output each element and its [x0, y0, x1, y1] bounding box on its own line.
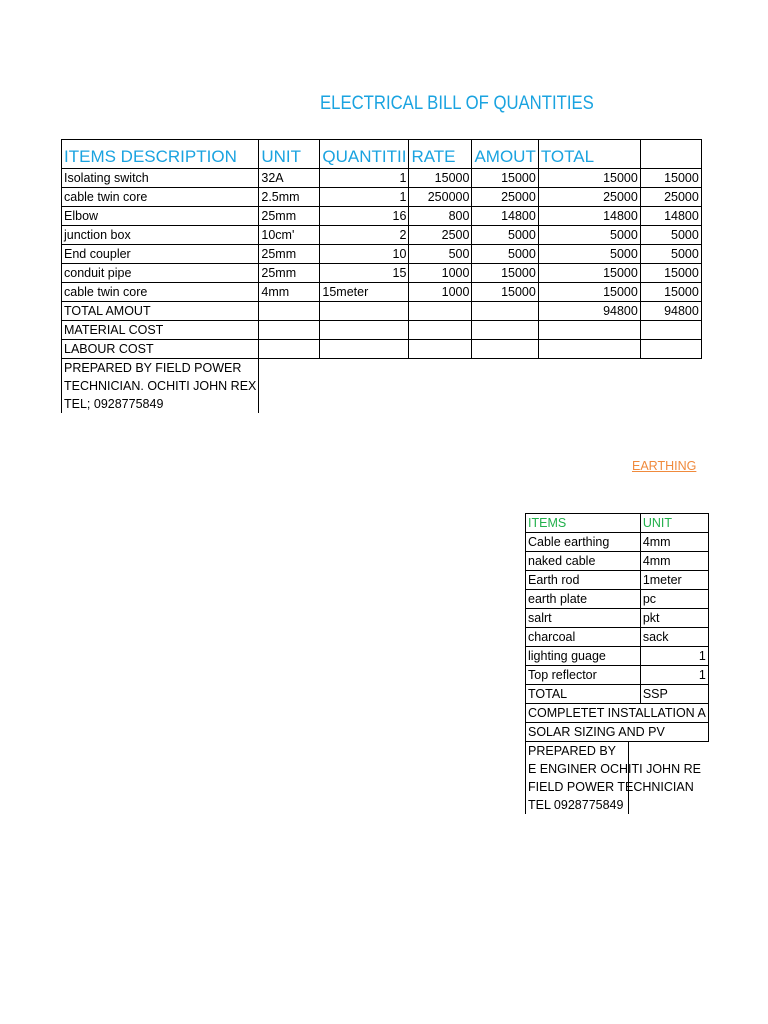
prepared-by-text: PREPARED BY — [526, 742, 709, 761]
table-cell: 5000 — [640, 245, 701, 264]
table-row — [526, 685, 709, 704]
footer-row — [526, 796, 709, 814]
table-cell: 25mm — [259, 245, 320, 264]
table-cell: 25000 — [472, 188, 538, 207]
table-cell — [259, 302, 320, 321]
table-cell — [320, 302, 409, 321]
prepared-by-text: PREPARED BY FIELD POWER — [62, 359, 259, 378]
footer-row — [62, 395, 702, 413]
table-cell: junction box — [62, 226, 259, 245]
table-cell: earth plate — [526, 590, 641, 609]
table-cell: 15000 — [472, 283, 538, 302]
table-cell — [409, 321, 472, 340]
table-cell: 15000 — [640, 169, 701, 188]
table-cell: 94800 — [538, 302, 640, 321]
prepared-by-text: E ENGINER OCHITI JOHN RE — [526, 760, 709, 778]
table-cell: Cable earthing — [526, 533, 641, 552]
table-cell: 250000 — [409, 188, 472, 207]
footer-row — [62, 359, 702, 378]
bill-of-quantities-table — [61, 139, 702, 413]
table-cell: TOTAL AMOUT — [62, 302, 259, 321]
table-cell: lighting guage — [526, 647, 641, 666]
table-cell — [472, 302, 538, 321]
column-header — [640, 140, 701, 169]
table-cell: 15 — [320, 264, 409, 283]
table-cell — [538, 340, 640, 359]
table-cell: 800 — [409, 207, 472, 226]
table-row — [526, 533, 709, 552]
table-cell: 15000 — [538, 169, 640, 188]
table-cell — [259, 321, 320, 340]
column-header: AMOUT — [472, 140, 538, 169]
prepared-by-text: TEL 0928775849 — [526, 796, 709, 814]
table-row — [62, 188, 702, 207]
table-cell: LABOUR COST — [62, 340, 259, 359]
table-cell: 1000 — [409, 264, 472, 283]
table-cell: 5000 — [538, 226, 640, 245]
footer-row — [526, 778, 709, 796]
table-cell: 1 — [640, 647, 708, 666]
table-cell: TOTAL — [526, 685, 641, 704]
table-cell: 15000 — [640, 264, 701, 283]
table-cell: 25000 — [538, 188, 640, 207]
table-cell: 5000 — [472, 226, 538, 245]
table-cell: 1 — [320, 169, 409, 188]
table-row — [62, 264, 702, 283]
table-cell: 10 — [320, 245, 409, 264]
table-row — [526, 552, 709, 571]
table-cell: 1 — [320, 188, 409, 207]
table-cell: SSP — [640, 685, 708, 704]
table-cell: conduit pipe — [62, 264, 259, 283]
table-cell: 5000 — [472, 245, 538, 264]
table-row — [526, 666, 709, 685]
table-cell: 4mm — [259, 283, 320, 302]
table-cell — [640, 321, 701, 340]
table-cell: 32A — [259, 169, 320, 188]
table-row — [526, 647, 709, 666]
table-row — [62, 302, 702, 321]
table-cell: charcoal — [526, 628, 641, 647]
table-cell — [640, 340, 701, 359]
table-cell: Top reflector — [526, 666, 641, 685]
earthing-heading: EARTHING — [632, 459, 697, 473]
table-cell — [472, 321, 538, 340]
table-cell: 15000 — [538, 283, 640, 302]
table-cell: 15000 — [472, 169, 538, 188]
column-header: TOTAL — [538, 140, 640, 169]
table-cell: MATERIAL COST — [62, 321, 259, 340]
table-cell: 10cm' — [259, 226, 320, 245]
table-cell: 15000 — [472, 264, 538, 283]
note-text: SOLAR SIZING AND PV — [526, 723, 709, 742]
table-cell: End coupler — [62, 245, 259, 264]
table-row — [62, 340, 702, 359]
table-cell: salrt — [526, 609, 641, 628]
table-cell: cable twin core — [62, 188, 259, 207]
table-row — [526, 590, 709, 609]
column-header: ITEMS — [526, 514, 641, 533]
table-cell: 15000 — [538, 264, 640, 283]
table-cell: 1 — [640, 666, 708, 685]
table-cell — [320, 340, 409, 359]
empty-cell — [259, 395, 701, 413]
table-cell: 15meter — [320, 283, 409, 302]
table-row — [526, 609, 709, 628]
note-row — [526, 723, 709, 742]
table-row — [62, 207, 702, 226]
table-cell: 16 — [320, 207, 409, 226]
header-row — [62, 140, 702, 169]
table-cell — [472, 340, 538, 359]
table-cell — [320, 321, 409, 340]
table-cell: 25000 — [640, 188, 701, 207]
table-cell: 5000 — [538, 245, 640, 264]
table-cell: 25mm — [259, 264, 320, 283]
column-header: UNIT — [640, 514, 708, 533]
header-row — [526, 514, 709, 533]
table-cell: Elbow — [62, 207, 259, 226]
table-cell: 2 — [320, 226, 409, 245]
table-cell — [538, 321, 640, 340]
table-row — [62, 321, 702, 340]
footer-row — [526, 760, 709, 778]
table-cell: 500 — [409, 245, 472, 264]
table-row — [62, 226, 702, 245]
column-header: ITEMS DESCRIPTION — [62, 140, 259, 169]
table-cell: 15000 — [409, 169, 472, 188]
table-cell: 25mm — [259, 207, 320, 226]
table-cell: 14800 — [640, 207, 701, 226]
table-cell: 14800 — [538, 207, 640, 226]
table-cell — [259, 340, 320, 359]
prepared-by-text: TECHNICIAN. OCHITI JOHN REX — [62, 377, 259, 395]
table-cell: Earth rod — [526, 571, 641, 590]
table-cell: 14800 — [472, 207, 538, 226]
table-cell: 2500 — [409, 226, 472, 245]
table-cell: Isolating switch — [62, 169, 259, 188]
note-row — [526, 704, 709, 723]
table-cell: 4mm — [640, 552, 708, 571]
empty-cell — [259, 359, 701, 378]
table-cell: 15000 — [640, 283, 701, 302]
table-cell: 1000 — [409, 283, 472, 302]
table-row — [62, 169, 702, 188]
table-cell: naked cable — [526, 552, 641, 571]
empty-cell — [259, 377, 701, 395]
footer-row — [62, 377, 702, 395]
table-cell: 4mm — [640, 533, 708, 552]
prepared-by-text: TEL; 0928775849 — [62, 395, 259, 413]
table-row — [62, 283, 702, 302]
prepared-by-text: FIELD POWER TECHNICIAN — [526, 778, 709, 796]
table-cell — [409, 302, 472, 321]
earthing-table — [525, 513, 709, 814]
table-cell: sack — [640, 628, 708, 647]
column-header: QUANTITII — [320, 140, 409, 169]
table-cell: 5000 — [640, 226, 701, 245]
footer-row — [526, 742, 709, 761]
column-header: RATE — [409, 140, 472, 169]
table-row — [526, 628, 709, 647]
table-cell: 2.5mm — [259, 188, 320, 207]
table-cell: 94800 — [640, 302, 701, 321]
table-row — [62, 245, 702, 264]
table-cell: cable twin core — [62, 283, 259, 302]
table-cell: 1meter — [640, 571, 708, 590]
note-text: COMPLETET INSTALLATION A — [526, 704, 709, 723]
table-row — [526, 571, 709, 590]
table-cell — [409, 340, 472, 359]
page-title: ELECTRICAL BILL OF QUANTITIES — [320, 93, 594, 114]
table-cell: pc — [640, 590, 708, 609]
column-header: UNIT — [259, 140, 320, 169]
table-cell: pkt — [640, 609, 708, 628]
